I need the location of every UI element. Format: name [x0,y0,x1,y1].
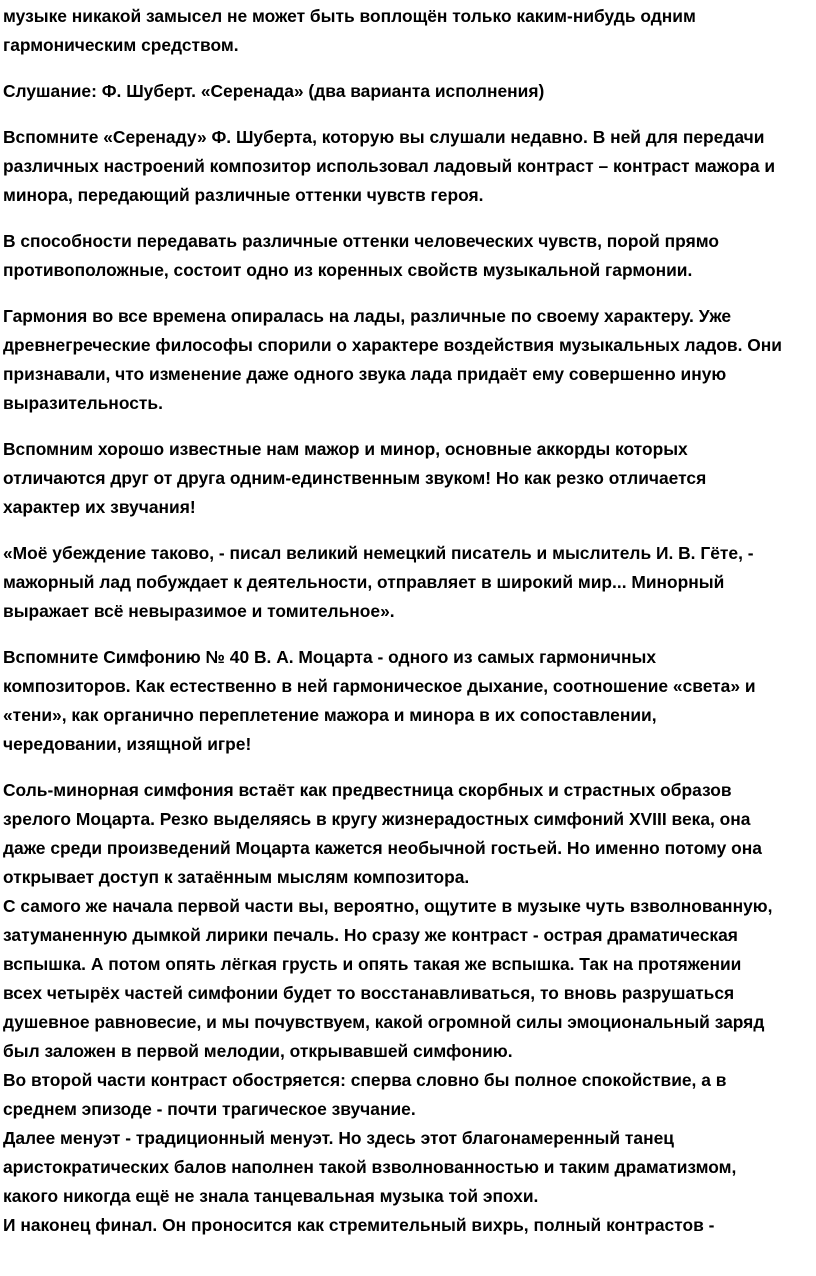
paragraph-modes: Гармония во все времена опиралась на лады, различные по своему характеру. Уже древнегреческие философы спорили о характере воздействия музыкальных ладов. Они признавали, что изменение даже одного звука лада придаёт ему совершенно иную выразительность. [3,306,782,413]
paragraph-serenade: Вспомните «Серенаду» Ф. Шуберта, которую вы слушали недавно. В ней для передачи различных настроений композитор использовал ладовый контраст – контраст мажора и минора, передающий различные оттенки чувств героя. [3,127,776,205]
paragraph-major-minor: Вспомним хорошо известные нам мажор и минор, основные аккорды которых отличаются друг от друга одним-единственным звуком! Но как резко отличается характер их звучания! [3,439,707,517]
paragraph-mozart-symphony: Вспомните Симфонию № 40 В. А. Моцарта - одного из самых гармоничных композиторов. Как естественно в ней гармоническое дыхание, соотношение «света» и «тени», как органично переплетение мажора и минора в их сопоставлении, чередовании, изящной игре! [3,647,756,754]
paragraph-harmony-feelings: В способности передавать различные оттенки человеческих чувств, порой прямо противоположные, состоит одно из коренных свойств музыкальной гармонии. [3,231,719,280]
paragraph-g-minor-symphony: Соль-минорная симфония встаёт как предвестница скорбных и страстных образов зрелого Моцарта. Резко выделяясь в кругу жизнерадостных симфоний XVIII века, она даже среди произведений Моцарта кажется необычной гостьей. Но именно потому она открывает доступ к затаённым мыслям композитора. С самого же начала первой части вы, вероятно, ощутите в музыке чуть взволнованную, затуманенную дымкой лирики печаль. Но сразу же контраст - острая драматическая вспышка. А потом опять лёгкая грусть и опять такая же вспышка. Так на протяжении всех четырёх частей симфонии будет то восстанавливаться, то вновь разрушаться душевное равновесие, и мы почувствуем, какой огромной силы эмоциональный заряд был заложен в первой мелодии, открывавшей симфонию. Во второй части контраст обостряется: сперва словно бы полное спокойствие, а в среднем эпизоде - почти трагическое звучание. Далее менуэт - традиционный менуэт. Но здесь этот благонамеренный танец аристократических балов наполнен такой взволнованностью и таким драматизмом, какого никогда ещё не знала танцевальная музыка той эпохи. И наконец финал. Он проносится как стремительный вихрь, полный контрастов - [3,780,773,1235]
paragraph-listening-heading: Слушание: Ф. Шуберт. «Серенада» (два варианта исполнения) [3,81,545,101]
paragraph-intro-continuation: музыке никакой замысел не может быть воплощён только каким-нибудь одним гармоническим средством. [3,6,696,55]
paragraph-goethe-quote: «Моё убеждение таково, - писал великий немецкий писатель и мыслитель И. В. Гёте, - мажорный лад побуждает к деятельности, отправляет в широкий мир... Минорный выражает всё невыразимое и томительное». [3,543,754,621]
